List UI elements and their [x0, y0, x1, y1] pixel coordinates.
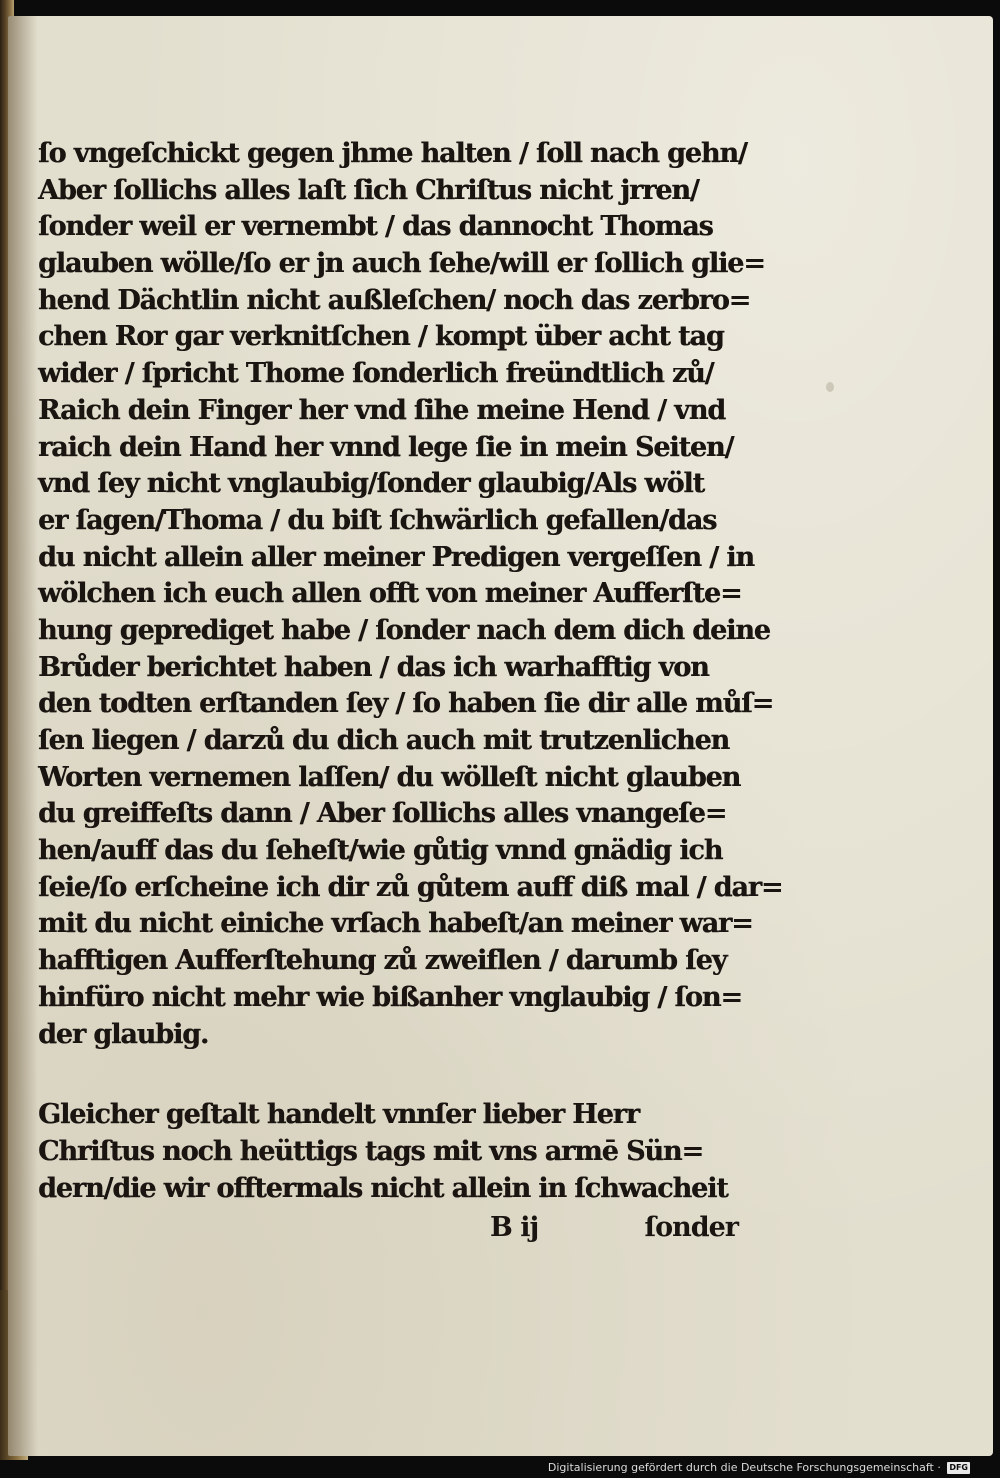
text-line: er ſagen/Thoma / du biſt ſchwärlich gefallen/das	[38, 504, 717, 536]
text-line: wölchen ich euch allen offt von meiner Aufferſte=	[38, 578, 742, 610]
text-line: ſo vngeſchickt gegen jhme halten / ſoll nach gehn/	[38, 138, 747, 169]
text-line: mit du nicht einiche vrſach habeſt/an meiner war=	[38, 908, 753, 940]
text-line: hinfüro nicht mehr wie bißanher vnglaubig / ſon=	[38, 981, 742, 1013]
text-line: ſonder weil er vernembt / das dannocht Thomas	[38, 211, 713, 243]
digitization-credit	[548, 1460, 970, 1476]
text-line: Brůder berichtet haben / das ich warhafftig von	[38, 651, 709, 683]
gutter-shadow	[8, 16, 38, 1456]
text-line: dern/die wir offtermals nicht allein in ſchwacheit	[38, 1172, 728, 1204]
paragraph-2	[38, 1097, 738, 1207]
text-line: der glaubig.	[38, 1018, 209, 1050]
credit-text: Digitalisierung gefördert durch die Deutsche Forschungsgemeinschaft ·	[547, 1461, 941, 1474]
text-line: Gleicher geſtalt handelt vnnſer lieber Herr	[38, 1099, 639, 1131]
page-footer	[38, 1212, 738, 1252]
text-line: hung geprediget habe / ſonder nach dem dich deine	[38, 614, 770, 646]
dfg-logo: DFG	[949, 1463, 968, 1472]
paper-speck	[826, 382, 834, 392]
text-line: glauben wölle/ſo er jn auch ſehe/will er ſollich glie=	[38, 248, 765, 280]
catchword: ſonder	[644, 1212, 738, 1243]
paragraph-1	[38, 136, 783, 1053]
text-line: wider / ſpricht Thome ſonderlich freündtlich zů/	[38, 358, 714, 390]
body-text	[38, 136, 783, 1207]
text-line: hend Dächtlin nicht außleſchen/ noch das zerbro=	[38, 284, 751, 316]
scanned-page	[8, 16, 993, 1456]
text-line: hafftigen Aufferſtehung zů zweiflen / darumb ſey	[38, 945, 727, 977]
text-line: du greiffeſts dann / Aber ſollichs alles vnangeſe=	[38, 798, 727, 830]
text-line: Aber ſollichs alles laſt ſich Chriſtus nicht jrren/	[38, 174, 699, 206]
text-line: Chriſtus noch heüttigs tags mit vns armē Sün=	[38, 1135, 703, 1167]
signature-mark: B ij	[490, 1212, 539, 1243]
text-line: hen/auff das du ſeheſt/wie gůtig vnnd gnädig ich	[38, 835, 723, 867]
text-line: vnd ſey nicht vnglaubig/ſonder glaubig/Als wölt	[38, 468, 704, 500]
text-line: raich dein Hand her vnnd lege ſie in mein Seiten/	[38, 431, 734, 463]
text-line: chen Ror gar verknitſchen / kompt über acht tag	[38, 321, 724, 353]
text-line: Worten vernemen laſſen/ du wölleſt nicht glauben	[38, 761, 741, 793]
text-line: den todten erſtanden ſey / ſo haben ſie dir alle můſ=	[38, 688, 774, 720]
text-line: ſen liegen / darzů du dich auch mit trutzenlichen	[38, 725, 730, 756]
text-line: du nicht allein aller meiner Predigen vergeſſen / in	[38, 541, 754, 573]
text-line: Raich dein Finger her vnd ſihe meine Hend / vnd	[38, 394, 726, 426]
text-line: ſeie/ſo erſcheine ich dir zů gůtem auff diß mal / dar=	[38, 871, 783, 903]
